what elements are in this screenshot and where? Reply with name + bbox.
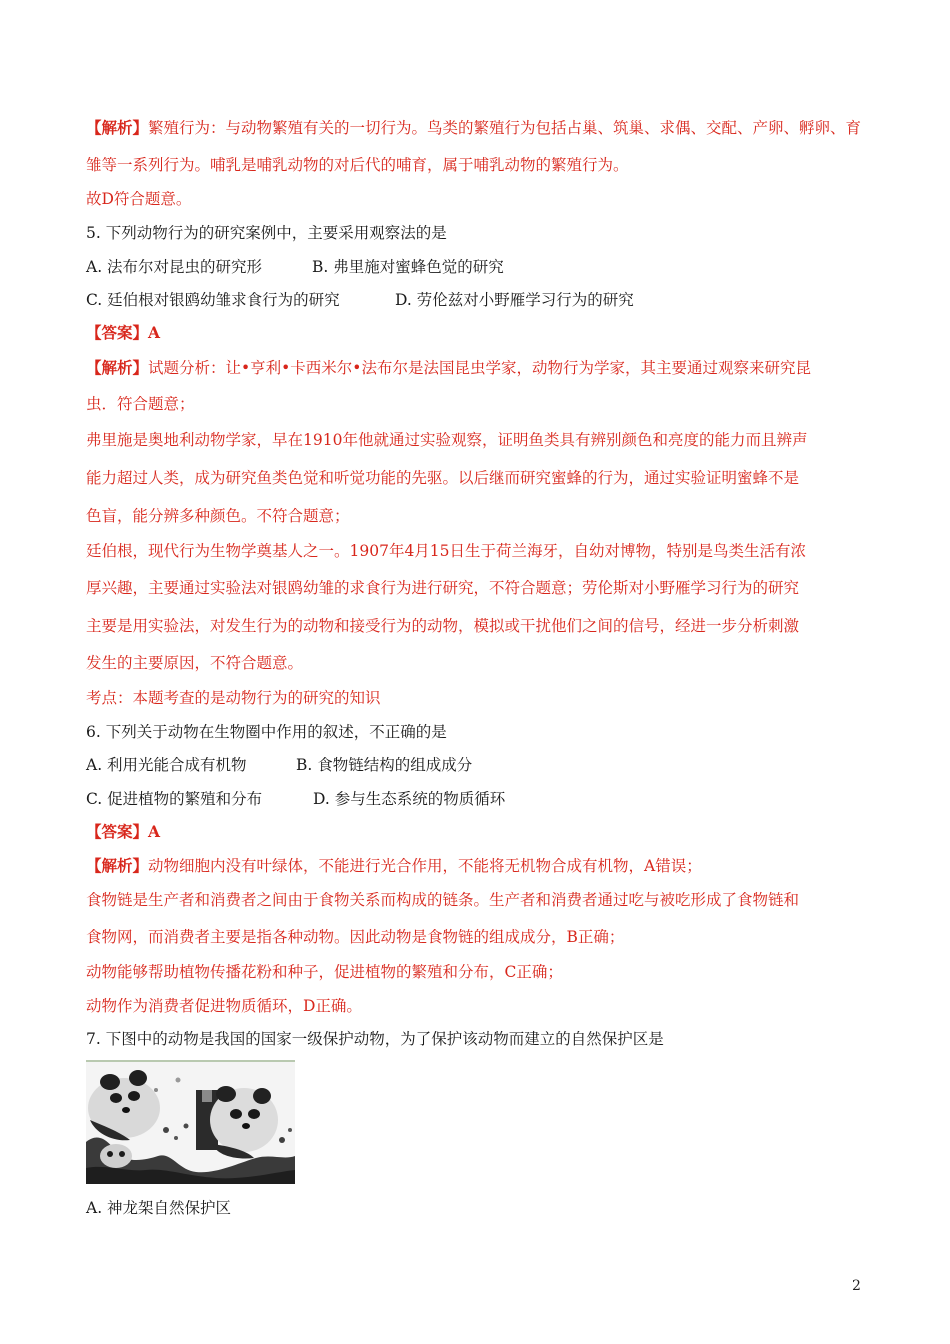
question-6-stem: 6. 下列关于动物在生物圈中作用的叙述，不正确的是 xyxy=(86,723,447,741)
question-5-stem: 5. 下列动物行为的研究案例中，主要采用观察法的是 xyxy=(86,224,447,242)
question-6-option-d: D. 参与生态系统的物质循环 xyxy=(313,790,506,808)
analysis-tag: 【解析】 xyxy=(86,118,149,137)
question-6-option-a: A. 利用光能合成有机物 xyxy=(86,756,247,774)
panda-photo xyxy=(86,1060,295,1184)
analysis-line: 色盲，能分辨多种颜色。不符合题意； xyxy=(86,507,350,525)
question-5-answer: 【答案】A xyxy=(86,323,161,342)
analysis-line: 主要是用实验法，对发生行为的动物和接受行为的动物，模拟或干扰他们之间的信号，经进一步分析刺激 xyxy=(86,617,800,635)
analysis-tag: 【解析】 xyxy=(86,856,149,875)
question-5-option-b: B. 弗里施对蜜蜂色觉的研究 xyxy=(312,258,504,276)
question-7-option-a: A. 神龙架自然保护区 xyxy=(86,1199,232,1217)
question-6-answer: 【答案】A xyxy=(86,822,161,841)
analysis-line: 弗里施是奥地利动物学家，早在1910年他就通过实验观察，证明鱼类具有辨别颜色和亮度的能力而且辨声 xyxy=(86,431,808,449)
analysis-line xyxy=(86,856,702,876)
analysis-line: 食物网，而消费者主要是指各种动物。因此动物是食物链的组成成分，B正确； xyxy=(86,928,625,946)
analysis-line: 廷伯根，现代行为生物学奠基人之一。1907年4月15日生于荷兰海牙，自幼对博物，特别是鸟类生活有浓 xyxy=(86,542,807,560)
analysis-text: 试题分析：让•亨利•卡西米尔•法布尔是法国昆虫学家，动物行为学家，其主要通过观察来研究昆 xyxy=(148,359,811,377)
analysis-text: 繁殖行为：与动物繁殖有关的一切行为。鸟类的繁殖行为包括占巢、筑巢、求偶、交配、产卵、孵卵、育 xyxy=(148,119,862,137)
question-7-stem: 7. 下图中的动物是我国的国家一级保护动物，为了保护该动物而建立的自然保护区是 xyxy=(86,1030,664,1048)
analysis-line: 厚兴趣，主要通过实验法对银鸥幼雏的求食行为进行研究，不符合题意；劳伦斯对小野雁学习行为的研究 xyxy=(86,579,800,597)
analysis-line: 动物作为消费者促进物质循环，D正确。 xyxy=(86,997,362,1015)
analysis-line: 动物能够帮助植物传播花粉和种子，促进植物的繁殖和分布，C正确； xyxy=(86,963,563,981)
analysis-line: 考点：本题考查的是动物行为的研究的知识 xyxy=(86,689,381,707)
analysis-line: 发生的主要原因，不符合题意。 xyxy=(86,654,304,672)
question-6-option-c: C. 促进植物的繁殖和分布 xyxy=(86,790,263,808)
question-5-option-c: C. 廷伯根对银鸥幼雏求食行为的研究 xyxy=(86,291,340,309)
question-6-option-b: B. 食物链结构的组成成分 xyxy=(296,756,473,774)
analysis-text: 动物细胞内没有叶绿体，不能进行光合作用，不能将无机物合成有机物，A错误； xyxy=(148,857,702,875)
analysis-line: 食物链是生产者和消费者之间由于食物关系而构成的链条。生产者和消费者通过吃与被吃形成了食物链和 xyxy=(86,891,800,909)
analysis-line: 故D符合题意。 xyxy=(86,190,192,208)
page-number: 2 xyxy=(852,1278,861,1294)
question-5-option-a: A. 法布尔对昆虫的研究形 xyxy=(86,258,263,276)
analysis-line: 雏等一系列行为。哺乳是哺乳动物的对后代的哺育，属于哺乳动物的繁殖行为。 xyxy=(86,156,629,174)
analysis-line: 虫．符合题意； xyxy=(86,395,195,413)
question-5-option-d: D. 劳伦兹对小野雁学习行为的研究 xyxy=(395,291,634,309)
analysis-line xyxy=(86,118,861,138)
analysis-line xyxy=(86,358,811,378)
analysis-line: 能力超过人类，成为研究鱼类色觉和听觉功能的先驱。以后继而研究蜜蜂的行为，通过实验证明蜜蜂不是 xyxy=(86,469,800,487)
analysis-tag: 【解析】 xyxy=(86,358,149,377)
